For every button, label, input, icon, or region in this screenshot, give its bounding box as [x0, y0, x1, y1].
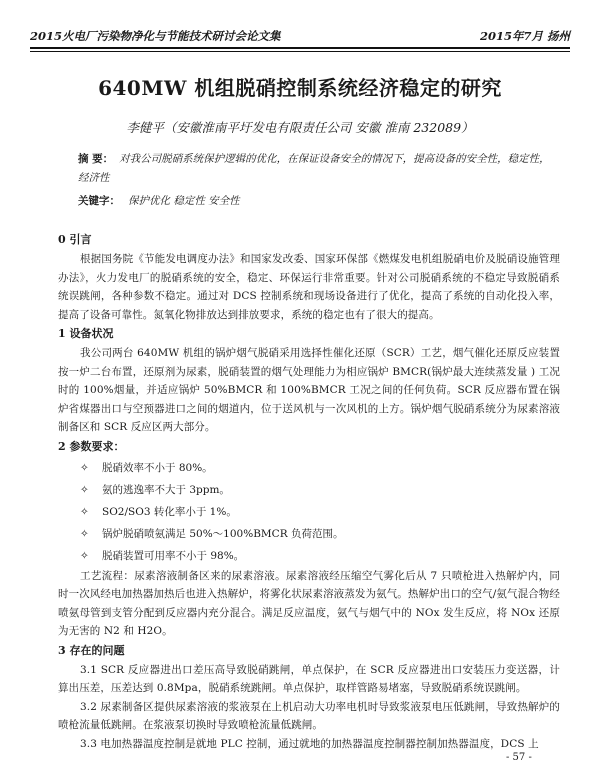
- section-heading-parameters: 2 参数要求：: [58, 439, 125, 453]
- keywords: [78, 192, 552, 211]
- diamond-bullet-icon: ✧: [80, 527, 89, 540]
- abstract-text: 对我公司脱硝系统保护逻辑的优化，在保证设备安全的情况下，提高设备的安全性，稳定性，经济性: [78, 153, 550, 184]
- keywords-label: 关键字：: [78, 195, 120, 207]
- list-item: ✧ SO2/SO3 转化率小于 1%。: [58, 501, 560, 523]
- section-heading-intro: 0 引言: [58, 233, 92, 246]
- section-heading-problems: 3 存在的问题: [58, 643, 125, 657]
- paragraph: 根据国务院《节能发电调度办法》和国家发改委、国家环保部《燃煤发电机组脱硝电价及脱硝设施管理办法》，火力发电厂的脱硝系统的安全，稳定、环保运行非常重要。针对公司脱硝系统的不稳定导致脱硝系统误跳闸，各种参数不稳定。通过对 DCS 控制系统和现场设备进行了优化，提高了系统的自动化投入率，提高了设备可靠性。氮氧化物排放达到排放要求，系统的稳定也有了很大的提高。: [58, 253, 560, 321]
- list-item: ✧ 脱硝效率不小于 80%。: [58, 457, 560, 479]
- paragraph: 3.3 电加热器温度控制是就地 PLC 控制，通过就地的加热器温度控制器控制加热器温度，DCS 上: [80, 737, 539, 750]
- author-line: 李健平（安徽淮南平圩发电有限责任公司 安徽 淮南 232089）: [126, 120, 474, 135]
- list-item: ✧ 脱硝装置可用率不小于 98%。: [58, 545, 560, 567]
- paragraph: 工艺流程：尿素溶液制备区来的尿素溶液。尿素溶液经压缩空气雾化后从 7 只喷枪进入热解炉内，同时一次风经电加热器加热后也进入热解炉，将雾化状尿素溶液蒸发为氨气。热解炉出口的空气/氨气混合物经喷氨母管到支管分配到反应器内充分混合。满足反应温度，氨气与烟气中的 NOx 发生反应，将 NOx 还原为无害的 N2 和 H2O。: [58, 569, 560, 637]
- running-head-right: 2015年7月 扬州: [479, 29, 570, 43]
- paragraph: 3.1 SCR 反应器进出口差压高导致脱硝跳闸，单点保护，在 SCR 反应器进出口安装压力变送器，计算出压差，压差达到 0.8Mpa，脱硝系统跳闸。单点保护，取样管路易堵塞，导致脱硝系统误跳闸。: [58, 663, 560, 694]
- paragraph: 我公司两台 640MW 机组的锅炉烟气脱硝采用选择性催化还原（SCR）工艺，烟气催化还原反应装置按一炉二台布置，还原剂为尿素，脱硝装置的烟气处理能力为相应锅炉 BMCR(锅炉最大连续蒸发量 ) 工况时的 100%烟量，并适应锅炉 50%BMCR 和 100%BMCR 工况之间的任何负荷。SCR 反应器布置在锅炉省煤器出口与空预器进口之间的烟道内，位于送风机与一次风机的上方。锅炉烟气脱硝系统分为尿素溶液制备区和 SCR 反应区两大部分。: [58, 347, 560, 433]
- diamond-bullet-icon: ✧: [80, 461, 89, 474]
- diamond-bullet-icon: ✧: [80, 505, 89, 518]
- header-rule: [30, 47, 570, 49]
- diamond-bullet-icon: ✧: [80, 483, 89, 496]
- keywords-text: 保护优化 稳定性 安全性: [128, 195, 240, 207]
- section-heading-equipment: 1 设备状况: [58, 327, 114, 340]
- header-rule-thin: [30, 51, 570, 52]
- paper-body: [58, 230, 560, 753]
- paragraph: 3.2 尿素制备区提供尿素溶液的浆液泵在上机启动大功率电机时导致浆液泵电压低跳闸，导致热解炉的喷枪流量低跳闸。在浆液泵切换时导致喷枪流量低跳闸。: [58, 700, 560, 731]
- running-head-left: 2015火电厂污染物净化与节能技术研讨会论文集: [30, 29, 281, 43]
- paper-title: 640MW 机组脱硝控制系统经济稳定的研究: [98, 76, 502, 100]
- list-item: ✧ 锅炉脱硝喷氨满足 50%～100%BMCR 负荷范围。: [58, 523, 560, 545]
- page-number: - 57 -: [506, 752, 532, 763]
- abstract: [78, 150, 552, 188]
- list-item: ✧ 氨的逃逸率不大于 3ppm。: [58, 479, 560, 501]
- abstract-label: 摘 要：: [78, 153, 114, 165]
- diamond-bullet-icon: ✧: [80, 549, 89, 562]
- running-head: [30, 28, 570, 44]
